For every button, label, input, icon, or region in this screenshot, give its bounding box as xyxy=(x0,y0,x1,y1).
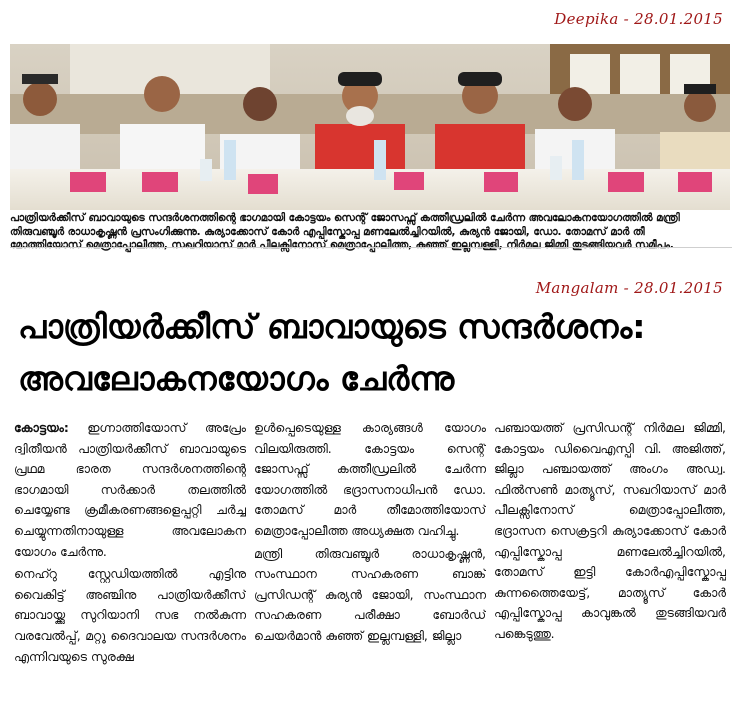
article-column-2 xyxy=(254,418,486,647)
paragraph-3: ഉൾപ്പെടെയുള്ള കാര്യങ്ങൾ യോഗം വിലയിരുത്തി. കോട്ടയം സെന്റ് ജോസഫ്സ് കത്തീഡ്രലിൽ ചേർന്ന യോഗത്തിൽ ഭദ്രാസനാധിപൻ ഡോ. തോമസ് മാർ തീമോത്തിയോസ് മെത്രാപ്പോലീത്ത അധ്യക്ഷത വഹിച്ചു. xyxy=(254,420,486,538)
source-label-deepika: Deepika - 28.01.2015 xyxy=(554,10,723,28)
headline-line-2: അവലോകനയോഗം ചേർന്നു xyxy=(18,359,455,398)
section-divider xyxy=(10,247,732,248)
caption-line-1: പാത്രിയർക്കീസ് ബാവായുടെ സന്ദർശനത്തിന്റെ ഭാഗമായി കോട്ടയം സെന്റ് ജോസഫ്സ് കത്തീഡ്രലിൽ ചേർന്ന അവലോകനയോഗത്തിൽ മന്ത്രി xyxy=(10,212,680,224)
source-label-mangalam: Mangalam - 28.01.2015 xyxy=(535,279,723,297)
paragraph-5: പഞ്ചായത്ത് പ്രസിഡന്റ് നിർമല ജിമ്മി, കോട്ടയം ഡിവൈഎസ്പി വി. അജിത്ത്, ജില്ലാ പഞ്ചായത്ത് അംഗം അഡ്വ. ഫിൽസൺ മാത്യൂസ്, സഖറിയാസ് മാർ പീലക്സിനോസ് മെത്രാപ്പോലീത്ത, ഭദ്രാസന സെക്രട്ടറി കുര്യാക്കോസ് കോർ എപ്പിസ്കോപ്പ മണലേൽച്ചിറയിൽ, തോമസ് ഇട്ടി കോർഎപ്പിസ്കോപ്പ കുന്നത്തൈയേട്ട്, മാത്യൂസ് കോർ എപ്പിസ്കോപ്പ കാവുങ്കൽ തുടങ്ങിയവർ പങ്കെടുത്തു. xyxy=(494,420,726,641)
paragraph-1-text: ഇഗ്നാത്തിയോസ് അപ്രേം ദ്വിതീയൻ പാത്രിയർക്കീസ് ബാവായുടെ പ്രഥമ ഭാരത സന്ദർശനത്തിന്റെ ഭാഗമായി സർക്കാർ തലത്തിൽ ചെയ്യേണ്ട ക്രമീകരണങ്ങളെപ്പറ്റി ചർച്ച ചെയ്യുന്നതിനായുള്ള അവലോകന യോഗം ചേർന്നു. xyxy=(14,420,246,559)
paragraph-2: നെഹ്റു സ്റ്റേഡിയത്തിൽ എട്ടിനു വൈകിട്ട് അഞ്ചിനു പാത്രിയർക്കീസ് ബാവായ്ക്കു സുറിയാനി സഭ നൽകുന്ന വരവേൽപ്പ്, മറ്റു ദൈവാലയ സന്ദർശനം എന്നിവയുടെ സുരക്ഷ xyxy=(14,566,246,664)
news-photo xyxy=(10,44,730,210)
paragraph-4: മന്ത്രി തിരുവഞ്ചൂർ രാധാകൃഷ്ണൻ, സംസ്ഥാന സഹകരണ ബാങ്ക് പ്രസിഡന്റ് കുര്യൻ ജോയി, സംസ്ഥാന സഹകരണ പരീക്ഷാ ബോർഡ് ചെയർമാൻ കുഞ്ഞ് ഇല്ലമ്പള്ളി, ജില്ലാ xyxy=(254,545,486,643)
article-body xyxy=(14,418,726,700)
dateline: കോട്ടയം: xyxy=(14,420,69,435)
paragraph-1 xyxy=(14,418,246,562)
article-column-1 xyxy=(14,418,246,667)
meeting-photo-illustration xyxy=(10,44,730,210)
article-column-3 xyxy=(494,418,726,645)
headline-line-1: പാത്രിയർക്കീസ് ബാവായുടെ സന്ദർശനം: xyxy=(18,307,646,346)
caption-line-3: മോത്തിയോസ് മെത്രാപ്പോലീത്ത, സഖറിയാസ് മാർ പീലക്സിനോസ് മെത്രാപ്പോലീത്ത, കുഞ്ഞ് ഇല്ലമ്പള്ളി, നിർമല ജിമ്മി തുടങ്ങിയവർ സമീപം. xyxy=(10,239,674,251)
caption-line-2: തിരുവഞ്ചൂർ രാധാകൃഷ്ണൻ പ്രസംഗിക്കുന്നു. കുര്യാക്കോസ് കോർ എപ്പിസ്കോപ്പ മണലേൽച്ചിറയിൽ, കുര്യൻ ജോയി, ഡോ. തോമസ് മാർ തീ xyxy=(10,225,645,238)
